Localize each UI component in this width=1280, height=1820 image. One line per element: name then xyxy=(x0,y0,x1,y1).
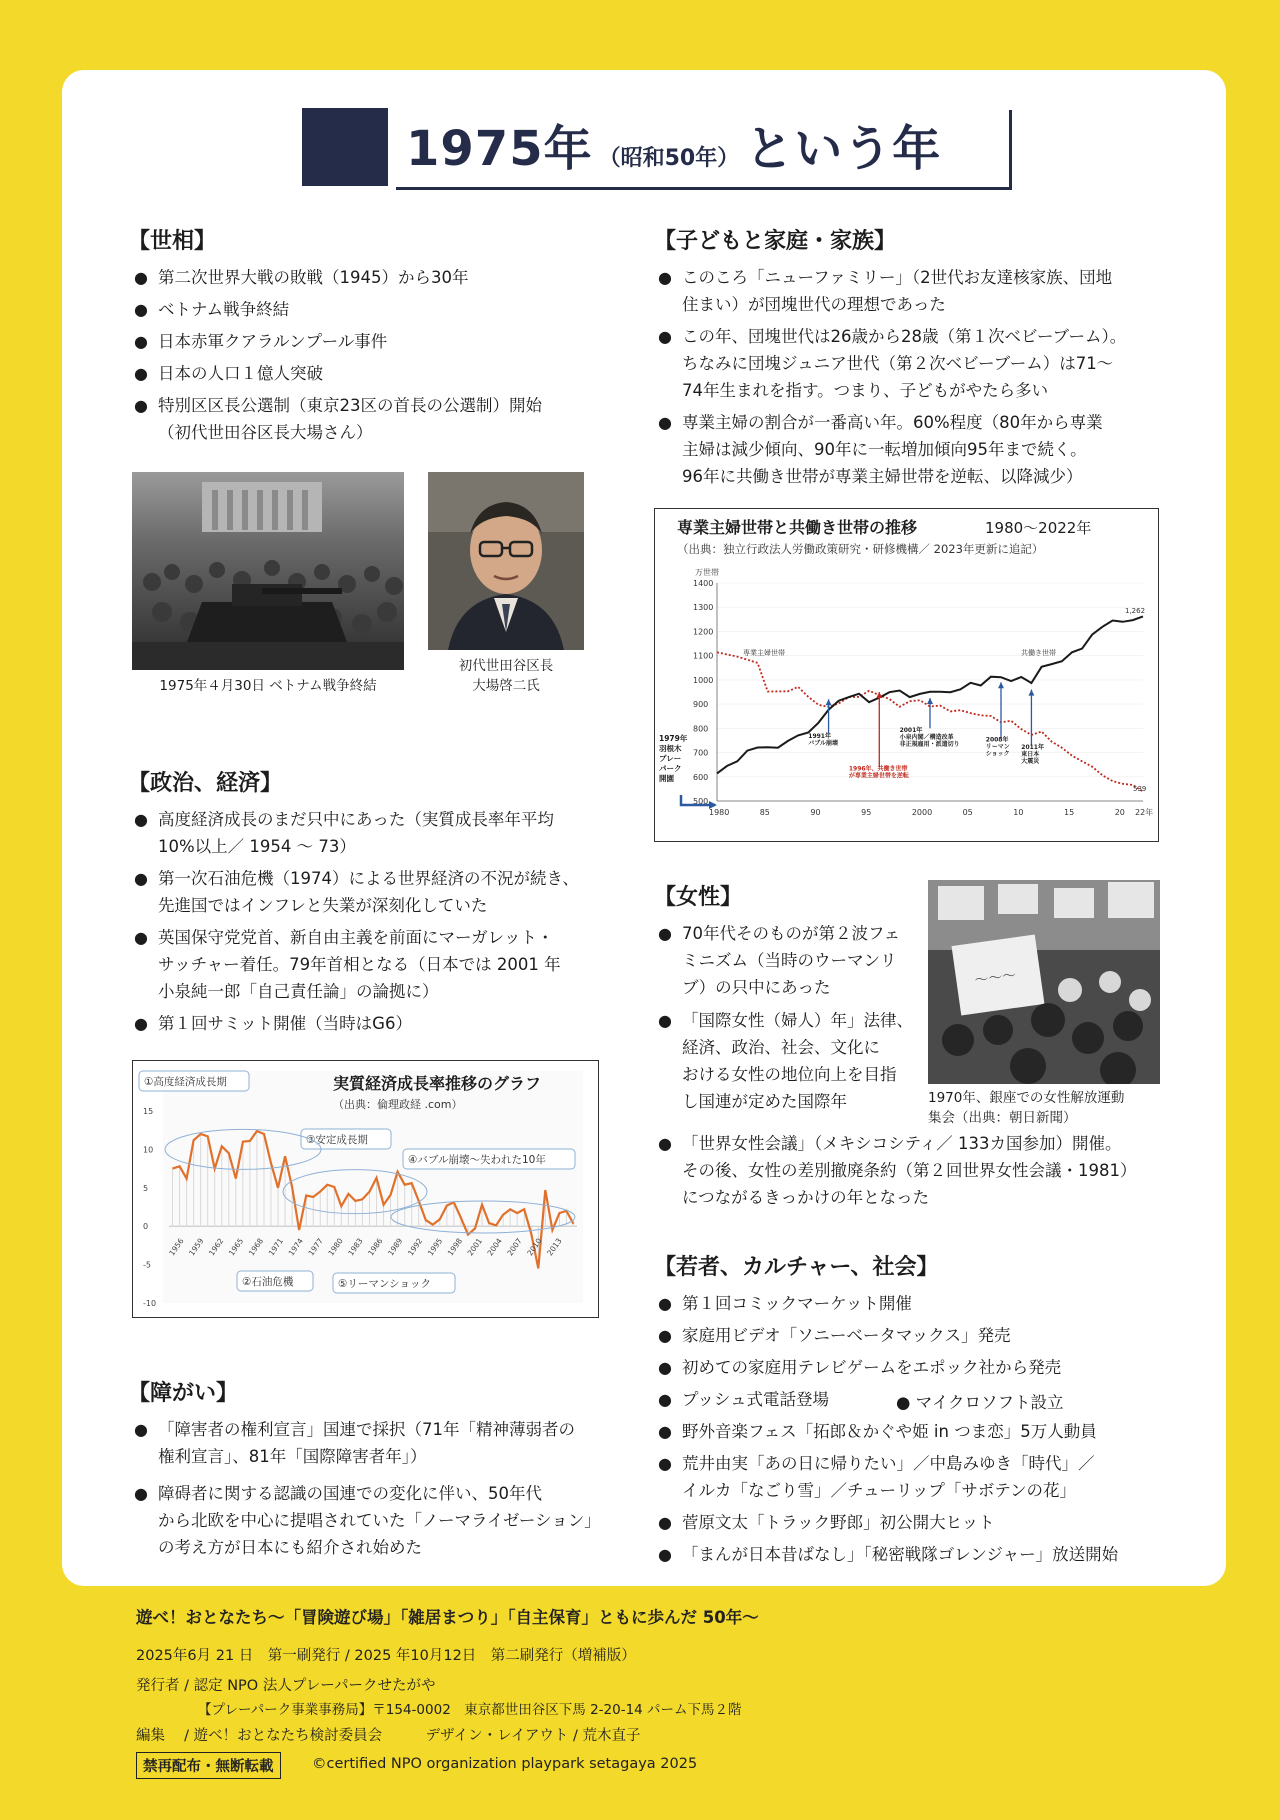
household-chart-unit: 万世帯 xyxy=(695,568,719,577)
growth-chart-title: 実質経済成長率推移のグラフ xyxy=(333,1074,542,1093)
chart-annotation-line: バブル崩壊 xyxy=(808,740,839,748)
list-item-line: ● 専業主婦の割合が一番高い年。60%程度（80年から専業 xyxy=(682,413,1103,432)
list-item-line: 権利宣言」、81年「国際障害者年」） xyxy=(158,1447,427,1466)
list-item-line: ● 荒井由実「あの日に帰りたい」／中島みゆき「時代」／ xyxy=(682,1454,1095,1473)
microsoft-founded-text: マイクロソフト設立 xyxy=(915,1393,1064,1412)
photo-womens-caption-line2: 集会（出典：朝日新聞） xyxy=(928,1110,1077,1126)
chart-annotation-line: 大震災 xyxy=(1021,757,1040,765)
annotation-arrowhead xyxy=(1028,690,1034,696)
section-heading-josei: 【女性】 xyxy=(654,885,743,910)
list-item xyxy=(134,1480,654,1561)
chart-annotation xyxy=(808,732,838,747)
series-label-housewife: 専業主婦世帯 xyxy=(743,649,785,657)
section-heading-wakamono: 【若者、カルチャー、社会】 xyxy=(654,1255,939,1280)
list-item-line: 先進国ではインフレと失業が深刻化していた xyxy=(158,896,488,915)
list-item-line: ● 菅原文太「トラック野郎」初公開大ヒット xyxy=(682,1513,995,1532)
hh-y-tick: 1100 xyxy=(693,651,714,661)
svg-text:〜〜〜: 〜〜〜 xyxy=(973,967,1018,990)
list-item-line: 経済、政治、社会、文化に xyxy=(682,1038,880,1057)
list-item xyxy=(658,1354,1178,1381)
page-title xyxy=(302,108,1012,192)
hh-y-tick: 500 xyxy=(693,797,709,806)
list-item-line: ● 野外音楽フェス「拓郎＆かぐや姫 in つま恋」5万人動員 xyxy=(682,1422,1097,1441)
hh-x-tick: 1980 xyxy=(709,808,730,817)
growth-y-tick: 10 xyxy=(143,1145,154,1155)
list-item-line: ● 「国際女性（婦人）年」法律、 xyxy=(682,1011,913,1030)
title-text xyxy=(406,114,941,184)
growth-y-tick: 5 xyxy=(143,1183,149,1193)
list-item-line: 主婦は減少傾向、90年に一転増加傾向95年まで続く。 xyxy=(682,440,1087,459)
growth-x-tick: 2013 xyxy=(545,1236,564,1258)
chart-annotation-line: 非正規雇用・派遣切り xyxy=(899,740,960,748)
growth-phase-label: ②石油危機 xyxy=(242,1276,294,1288)
growth-x-tick: 1968 xyxy=(246,1236,266,1258)
list-item xyxy=(134,924,644,1005)
annotation-arrowhead xyxy=(998,682,1004,688)
list-item xyxy=(134,865,644,919)
hh-x-tick: 05 xyxy=(962,808,973,817)
list-item xyxy=(658,1130,1178,1211)
chart-annotation-line: が専業主婦世帯を逆転 xyxy=(848,772,909,780)
list-item-line: ● この年、団塊世代は26歳から28歳（第１次ベビーブーム）。 xyxy=(682,327,1127,346)
growth-x-tick: 2004 xyxy=(485,1236,504,1258)
side-note-line: パーク xyxy=(659,764,682,773)
list-item-line: 10%以上／ 1954 ～ 73） xyxy=(158,837,356,856)
growth-x-tick: 2001 xyxy=(465,1236,485,1258)
growth-y-tick: 0 xyxy=(143,1222,149,1232)
list-item-line: ● 家庭用ビデオ「ソニーベータマックス」発売 xyxy=(682,1326,1011,1345)
chart-annotation-line: 小泉内閣／構造改革 xyxy=(899,733,954,741)
chart-annotation xyxy=(986,736,1010,758)
section-heading-kodomo: 【子どもと家庭・家族】 xyxy=(654,229,897,254)
growth-x-tick: 1974 xyxy=(286,1236,305,1258)
list-item-line: ミニズム（当時のウーマンリ xyxy=(682,951,897,970)
list-item-line: ● 第１回サミット開催（当時はG6） xyxy=(158,1014,412,1033)
list-item-line: につながるきっかけの年となった xyxy=(682,1188,930,1207)
growth-phase-label: ③安定成長期 xyxy=(306,1134,368,1146)
list-item-line: ● このころ「ニューファミリー」（2世代お友達核家族、団地 xyxy=(682,268,1113,287)
growth-x-tick: 1980 xyxy=(326,1236,345,1258)
hh-x-tick: 85 xyxy=(759,808,770,817)
josei-list-wide xyxy=(658,1130,1178,1216)
list-item xyxy=(658,323,1178,404)
list-item-line: から北欧を中心に提唱されていた「ノーマライゼーション」 xyxy=(158,1511,601,1530)
list-item-line: 74年生まれを指す。つまり、子どもがやたら多い xyxy=(682,381,1049,400)
wakamono-list xyxy=(658,1290,1178,1573)
end-value-working: 1,262 xyxy=(1125,607,1146,615)
hh-x-tick: 90 xyxy=(810,808,821,817)
growth-x-tick: 1992 xyxy=(406,1236,425,1258)
growth-x-tick: 2007 xyxy=(505,1236,524,1258)
photo-vietnam-war-end xyxy=(132,472,404,670)
growth-phase-label: ①高度経済成長期 xyxy=(144,1076,227,1088)
list-item-line: その後、女性の差別撤廃条約（第２回世界女性会議・1981） xyxy=(682,1161,1137,1180)
hh-y-tick: 1400 xyxy=(693,579,714,588)
hh-x-tick: 95 xyxy=(861,808,872,817)
household-chart-period: 1980～2022年 xyxy=(985,519,1092,537)
chart-annotation-line: ショック xyxy=(985,750,1010,758)
list-item-line: ● 障碍者に関する認識の国連での変化に伴い、50年代 xyxy=(158,1484,542,1503)
copyright: ©certified NPO organization playpark setagaya 2025 xyxy=(312,1756,698,1772)
title-suffix: という年 xyxy=(745,121,942,177)
hh-x-tick: 15 xyxy=(1064,808,1075,817)
annotation-arrowhead xyxy=(876,692,882,698)
edition-info: 2025年6月 21 日 第一刷発行 / 2025 年10月12日 第二刷発行（増補版） xyxy=(136,1648,636,1664)
section-heading-shogai: 【障がい】 xyxy=(128,1381,239,1406)
list-item-line: ● 70年代そのものが第２波フェ xyxy=(682,924,901,943)
list-item xyxy=(134,1010,644,1037)
list-item-line: の考え方が日本にも紹介され始めた xyxy=(158,1538,422,1557)
list-item-line: （初代世田谷区長大場さん） xyxy=(158,423,373,442)
photo-womens-caption-line1: 1970年、銀座での女性解放運動 xyxy=(928,1090,1125,1106)
growth-phase-label: ④バブル崩壊～失われた10年 xyxy=(408,1154,546,1166)
chart-annotation-line: 2011年 xyxy=(1021,743,1044,751)
section-heading-seiji: 【政治、経済】 xyxy=(128,771,283,796)
section-heading-sesou: 【世相】 xyxy=(128,229,217,254)
list-item xyxy=(134,1416,654,1470)
chart-annotation-line: 東日本 xyxy=(1021,750,1040,758)
list-item xyxy=(134,360,634,387)
chart-annotation xyxy=(849,765,909,780)
josei-list-short xyxy=(658,920,928,1121)
title-era: （昭和50年） xyxy=(598,146,740,171)
list-item-line: ● 第二次世界大戦の敗戦（1945）から30年 xyxy=(158,268,469,287)
annotation-arrowhead xyxy=(927,698,933,704)
growth-y-tick: 15 xyxy=(143,1107,154,1116)
title-block-decoration xyxy=(302,108,388,186)
list-item-line: ● 初めての家庭用テレビゲームをエポック社から発売 xyxy=(682,1358,1062,1377)
list-item xyxy=(658,1450,1178,1504)
working-series-line xyxy=(717,616,1143,773)
growth-x-tick: 1959 xyxy=(187,1236,206,1258)
office-address: 【プレーパーク事業事務局】〒154-0002 東京都世田谷区下馬 2-20-14 パーム下馬２階 xyxy=(198,1702,742,1718)
list-item xyxy=(658,1418,1178,1445)
growth-x-tick: 1962 xyxy=(207,1236,226,1258)
list-item-line: サッチャー着任。79年首相となる（日本では 2001 年 xyxy=(158,955,561,974)
list-item xyxy=(134,296,634,323)
hh-y-tick: 600 xyxy=(693,772,709,782)
hh-x-tick: 10 xyxy=(1013,808,1024,817)
growth-x-tick: 1965 xyxy=(226,1236,246,1258)
list-item-line: ● 第一次石油危機（1974）による世界経済の不況が続き、 xyxy=(158,869,579,888)
chart-annotation xyxy=(1021,743,1044,765)
annotation-arrowhead xyxy=(826,699,832,705)
list-item-line: ブ）の只中にあった xyxy=(682,978,831,997)
household-chart-title: 専業主婦世帯と共働き世帯の推移 xyxy=(677,518,918,537)
wakamono-inline-item xyxy=(896,1389,1064,1416)
list-item-line: ● ベトナム戦争終結 xyxy=(158,300,290,319)
series-title: 遊べ！おとなたち～「冒険遊び場」「雑居まつり」「自主保育」ともに歩んだ 50年～ xyxy=(136,1608,759,1627)
title-year: 1975年 xyxy=(406,121,593,177)
list-item-line: ● 特別区区長公選制（東京23区の首長の公選制）開始 xyxy=(158,396,542,415)
list-item xyxy=(134,392,634,446)
list-item-line: ● 英国保守党党首、新自由主義を前面にマーガレット・ xyxy=(158,928,554,947)
hh-x-tick: 20 xyxy=(1114,808,1125,817)
list-item-line: ● 日本赤軍クアラルンプール事件 xyxy=(158,332,388,351)
photo-womens-lib-rally xyxy=(928,880,1160,1084)
photo-mayor-caption-line2: 大場啓二氏 xyxy=(472,678,540,694)
growth-x-tick: 1971 xyxy=(266,1236,286,1258)
list-item-line: ● 「世界女性会議」（メキシコシティ／ 133カ国参加）開催。 xyxy=(682,1134,1122,1153)
editor-info: 編集 / 遊べ！おとなたち検討委員会 デザイン・レイアウト / 荒木直子 xyxy=(136,1728,641,1744)
growth-y-tick: -5 xyxy=(143,1260,151,1270)
publisher-info: 発行者 / 認定 NPO 法人プレーパークせたがや xyxy=(136,1678,436,1694)
chart-annotation-line: 1991年 xyxy=(808,733,831,741)
growth-y-tick: -10 xyxy=(143,1299,157,1308)
list-item xyxy=(658,1007,928,1115)
growth-x-tick: 2010 xyxy=(525,1236,544,1258)
list-item xyxy=(658,1509,1178,1536)
growth-x-tick: 1989 xyxy=(386,1236,405,1258)
hh-y-tick: 800 xyxy=(693,724,709,734)
hh-y-tick: 1000 xyxy=(693,675,714,685)
list-item xyxy=(658,1290,1178,1317)
growth-x-tick: 1956 xyxy=(167,1236,186,1258)
list-item xyxy=(134,328,634,355)
list-item-line: ● 第１回コミックマーケット開催 xyxy=(682,1294,912,1313)
list-item-line: ● プッシュ式電話登場 xyxy=(682,1390,830,1409)
list-item-line: 住まい）が団塊世代の理想であった xyxy=(682,295,946,314)
growth-x-tick: 1986 xyxy=(366,1236,385,1258)
list-item-line: し国連が定めた国際年 xyxy=(682,1092,847,1111)
list-item-line: 96年に共働き世帯が専業主婦世帯を逆転、以降減少） xyxy=(682,467,1083,486)
growth-x-tick: 1977 xyxy=(306,1236,325,1258)
end-value-housewife: 539 xyxy=(1133,785,1147,793)
chart-annotation-line: 2008年 xyxy=(985,736,1009,744)
list-item xyxy=(134,264,634,291)
hh-x-tick: 22年 xyxy=(1135,808,1154,817)
list-item-line: ● 日本の人口１億人突破 xyxy=(158,364,323,383)
chart-annotation-line: 2001年 xyxy=(899,726,923,734)
growth-x-tick: 1983 xyxy=(346,1236,365,1258)
photo-mayor-caption xyxy=(428,656,584,696)
list-item xyxy=(658,409,1178,490)
household-chart xyxy=(654,508,1159,842)
list-item xyxy=(658,1322,1178,1349)
photo-mayor-caption-line1: 初代世田谷区長 xyxy=(458,658,554,674)
growth-chart-source: （出典：倫理政経 .com） xyxy=(333,1098,463,1111)
list-item-line: ● 「障害者の権利宣言」国連で採択（71年「精神薄弱者の xyxy=(158,1420,575,1439)
sesou-list xyxy=(134,264,634,451)
no-redistribution-notice: 禁再配布・無断転載 xyxy=(136,1752,281,1779)
photo-mayor-oba xyxy=(428,472,584,650)
bullet: ● xyxy=(896,1393,916,1412)
list-item xyxy=(658,1541,1178,1568)
hh-y-tick: 700 xyxy=(693,748,709,758)
hh-y-tick: 1300 xyxy=(693,603,714,613)
growth-x-tick: 1998 xyxy=(445,1236,465,1258)
growth-x-tick: 1995 xyxy=(425,1236,445,1258)
list-item-line: ● 「まんが日本昔ばなし」「秘密戦隊ゴレンジャー」放送開始 xyxy=(682,1545,1119,1564)
list-item xyxy=(134,806,644,860)
side-note-line: 羽根木 xyxy=(659,744,682,753)
chart-annotation xyxy=(900,726,960,748)
chart-annotation-line: リーマン xyxy=(985,743,1010,751)
list-item-line: 小泉純一郎「自己責任論」の論拠に） xyxy=(158,982,439,1001)
hh-y-tick: 900 xyxy=(693,700,709,710)
hh-y-tick: 1200 xyxy=(693,627,714,637)
household-chart-source: （出典：独立行政法人労働政策研究・研修機構／ 2023年更新に追記） xyxy=(677,542,1044,556)
side-note-line: プレー xyxy=(659,754,682,763)
chart-annotation-line: 1996年、共働き世帯 xyxy=(848,765,908,773)
list-item-line: ● 高度経済成長のまだ只中にあった（実質成長率年平均 xyxy=(158,810,554,829)
photo-vietnam-caption: 1975年４月30日 ベトナム戦争終結 xyxy=(159,678,377,694)
kodomo-list xyxy=(658,264,1178,495)
series-label-working: 共働き世帯 xyxy=(1021,649,1056,657)
growth-rate-chart xyxy=(132,1060,599,1318)
side-note-line: 1979年 xyxy=(659,734,688,743)
list-item-line: ちなみに団塊ジュニア世代（第２次ベビーブーム）は71～ xyxy=(682,354,1114,373)
photo-womens-caption xyxy=(928,1088,1168,1128)
list-item-line: おける女性の地位向上を目指 xyxy=(682,1065,897,1084)
hh-x-tick: 2000 xyxy=(911,808,933,817)
list-item xyxy=(658,920,928,1001)
growth-phase-label: ⑤リーマンショック xyxy=(338,1278,431,1290)
list-item-line: イルカ「なごり雪」／チューリップ「サボテンの花」 xyxy=(682,1481,1077,1500)
shogai-list xyxy=(134,1416,654,1571)
side-note-line: 開園 xyxy=(659,774,674,783)
seiji-list xyxy=(134,806,644,1042)
list-item xyxy=(658,264,1178,318)
